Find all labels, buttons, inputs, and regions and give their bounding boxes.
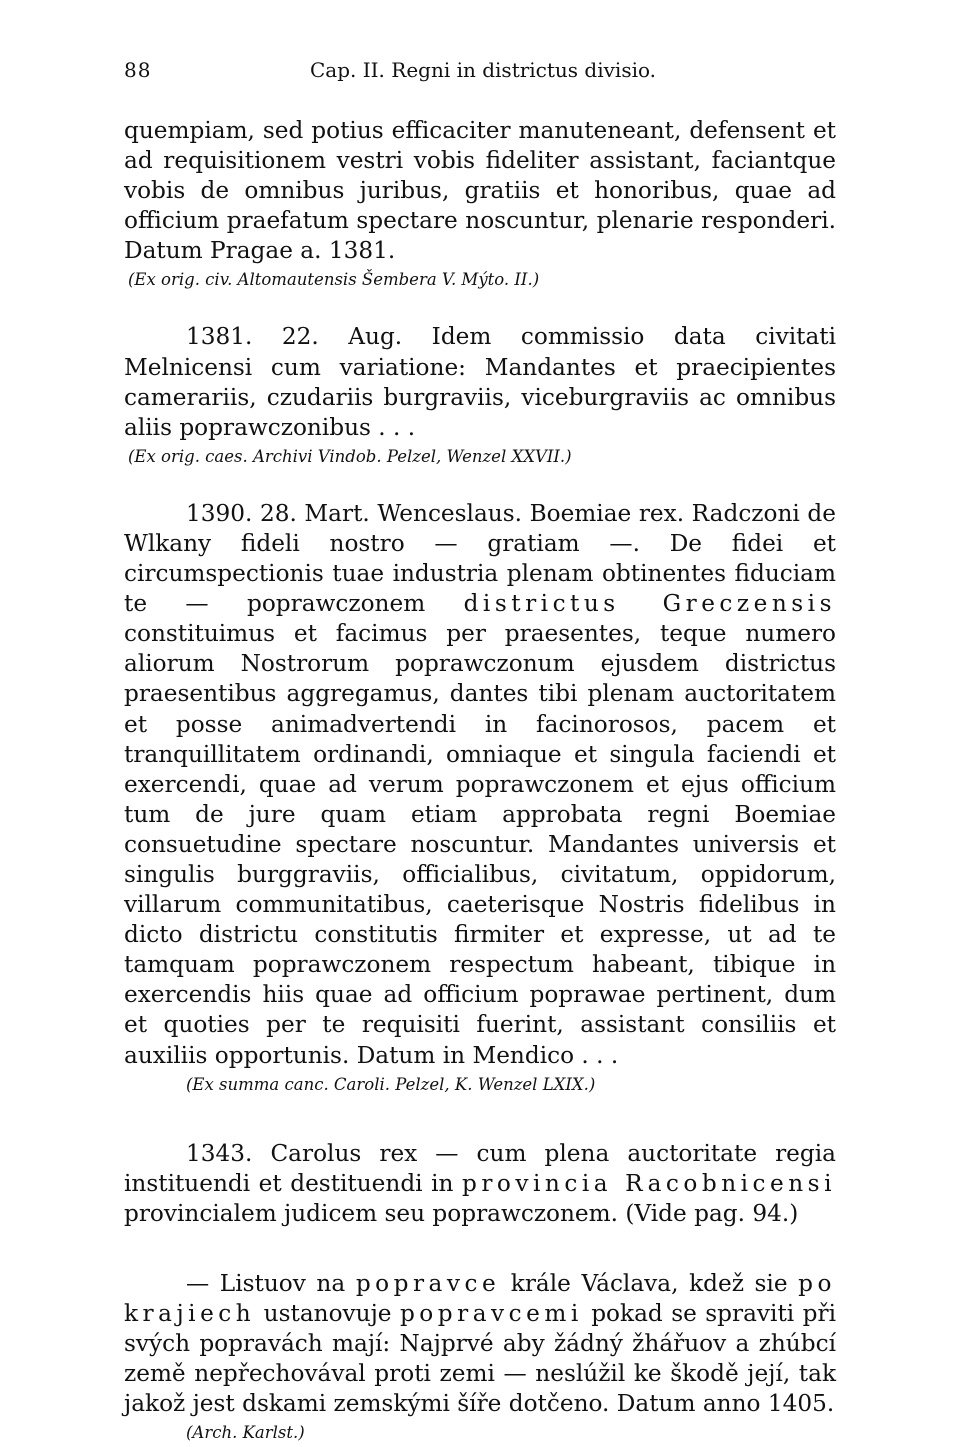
page-number: 88 xyxy=(124,58,152,82)
entry-4-text: 1343. Carolus rex — cum plena auctoritate regia instituendi et destituendi in provincia Racobnicensi provincialem judicem seu poprawczonem. (Vide pag. 94.) xyxy=(124,1139,836,1227)
spaced-term: popravce xyxy=(355,1269,501,1297)
entry-5-text: — Listuov na popravce krále Václava, kdež sie po krajiech ustanovuje popravcemi pokad se spraviti při svých popravách mají: Najprvé aby žádný žhářuov a zhúbcí země nepřechovával proti zemi — neslúžil ke škodě její, tak jakož jest dskami zemskými šíře dotčeno. Datum anno 1405. xyxy=(124,1269,836,1418)
spacer xyxy=(124,294,836,322)
spaced-term: provincia Racobnicensi xyxy=(462,1169,836,1197)
page-body xyxy=(124,116,836,1447)
entry-1-source: (Ex orig. civ. Altomautensis Šembera V. Mýto. II.) xyxy=(128,270,540,290)
spaced-term: po krajiech xyxy=(124,1269,836,1327)
entry-3-text: 1390. 28. Mart. Wenceslaus. Boemiae rex. Radczoni de Wlkany fideli nostro — gratiam —. De fidei et circumspectionis tuae industria plenam obtinentes fiduciam te — poprawczonem districtus Greczensis constituimus et facimus per praesentes, teque numero aliorum Nostrorum poprawczonum ejusdem districtus praesentibus aggregamus, dantes tibi plenam auctoritatem et posse animadvertendi in facinorosos, pacem et tranquillitatem ordinandi, omniaque et singula faciendi et exercendi, quae ad verum poprawczonem et ejus officium tum de jure quam etiam approbata regni Boemiae consuetudine spectare noscuntur. Mandantes universis et singulis burggraviis, officialibus, civitatum, oppidorum, villarum communitatibus, caeterisque Nostris fidelibus in dicto districtu constitutis firmiter et expresse, ut ad te tamquam poprawczonem respectum habeant, tibique in exercendis hiis quae ad officium poprawae pertinent, dum et quoties per te requisiti fuerint, assistant consiliis et auxiliis opportunis. Datum in Mendico . . . xyxy=(124,499,836,1069)
spacer xyxy=(124,1229,836,1269)
entry-3-source: (Ex summa canc. Caroli. Pelzel, K. Wenzel LXIX.) xyxy=(186,1074,596,1094)
entry-5-source: (Arch. Karlst.) xyxy=(186,1423,305,1443)
spaced-term: districtus Greczensis xyxy=(463,590,836,618)
spaced-term: popravcemi xyxy=(399,1300,583,1327)
page-header xyxy=(120,58,840,90)
entry-2-text: 1381. 22. Aug. Idem commissio data civitati Melnicensi cum variatione: Mandantes et praecipientes camerariis, czudariis burgraviis, viceburgraviis ac omnibus aliis poprawczonibus . . . xyxy=(124,323,836,441)
running-head: Cap. II. Regni in districtus divisio. xyxy=(310,58,657,82)
spacer xyxy=(124,1099,836,1139)
spacer xyxy=(124,471,836,499)
entry-2-source: (Ex orig. caes. Archivi Vindob. Pelzel, Wenzel XXVII.) xyxy=(128,446,572,466)
entry-1-text: quempiam, sed potius efficaciter manuteneant, defensent et ad requisitionem vestri vobis fideliter assistant, faciantque vobis de omnibus juribus, gratiis et honoribus, quae ad officium praefatum spectare noscuntur, plenarie responderi. Datum Pragae a. 1381. xyxy=(124,117,836,265)
